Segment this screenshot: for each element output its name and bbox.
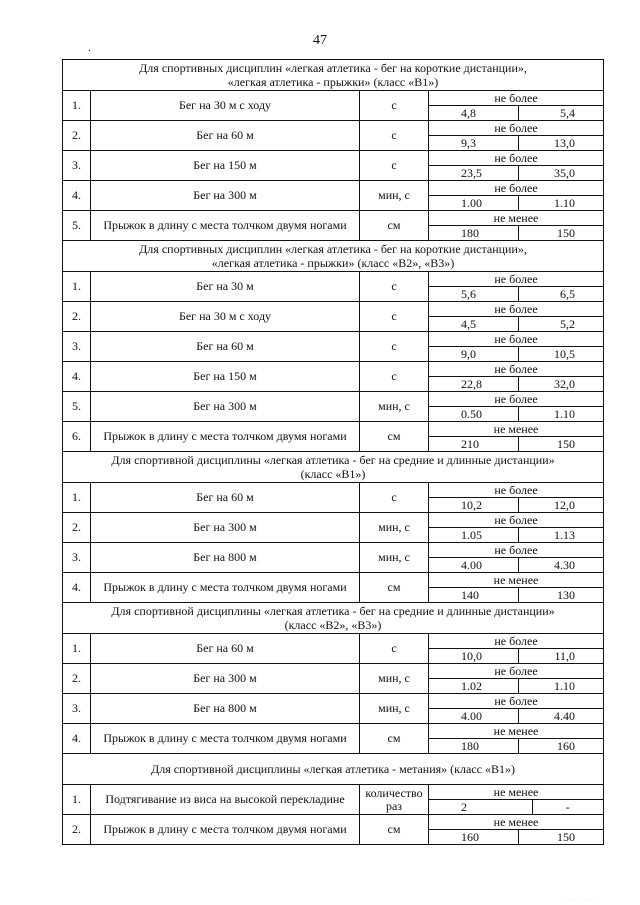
table-row (63, 785, 604, 815)
row-number: 2. (63, 664, 91, 694)
row-number: 5. (63, 392, 91, 422)
section-title-line: Для спортивной дисциплины «легкая атлетика - метания» (класс «В1») (151, 762, 515, 776)
row-number: 1. (63, 785, 91, 815)
value-first: 180 (429, 739, 519, 753)
row-number: 1. (63, 272, 91, 302)
limit-label: не более (429, 151, 603, 166)
value-second: 160 (557, 739, 576, 753)
limit-label: не более (429, 302, 603, 317)
norm-values-cell (429, 332, 604, 362)
norm-values-cell (429, 392, 604, 422)
norm-values-cell (429, 724, 604, 754)
table-row (63, 392, 604, 422)
norm-values-cell (429, 91, 604, 121)
unit-cell: мин, с (360, 513, 429, 543)
unit-cell: с (360, 91, 429, 121)
table-row (63, 724, 604, 754)
table-row (63, 815, 604, 845)
limit-label: не менее (429, 573, 603, 588)
row-number: 3. (63, 332, 91, 362)
norm-values (429, 166, 603, 180)
row-number: 4. (63, 181, 91, 211)
value-second: 4.40 (554, 709, 576, 723)
value-second: - (565, 800, 570, 814)
row-number: 3. (63, 543, 91, 573)
table-row (63, 513, 604, 543)
table-row (63, 302, 604, 332)
value-second: 150 (557, 830, 576, 844)
unit-cell: с (360, 272, 429, 302)
row-number: 3. (63, 151, 91, 181)
limit-label: не менее (429, 422, 603, 437)
row-number: 2. (63, 121, 91, 151)
section-title (63, 754, 604, 785)
norm-values (429, 106, 603, 120)
value-first: 180 (429, 226, 519, 240)
value-second: 12,0 (554, 498, 576, 512)
row-number: 4. (63, 573, 91, 603)
norm-values-cell (429, 362, 604, 392)
section-title-line: «легкая атлетика - прыжки» (класс «В2», «В3») (211, 256, 455, 270)
norm-values (429, 347, 603, 361)
limit-label: не более (429, 272, 603, 287)
unit-cell: количество раз (360, 785, 429, 815)
table-row (63, 151, 604, 181)
value-first: 1.05 (429, 528, 519, 542)
table-row (63, 121, 604, 151)
section-title-line: (класс «В2», «В3») (284, 618, 382, 632)
limit-label: не более (429, 362, 603, 377)
limit-label: не менее (429, 211, 603, 226)
unit-cell: мин, с (360, 543, 429, 573)
exercise-name: Бег на 300 м (91, 513, 360, 543)
exercise-name: Бег на 150 м (91, 151, 360, 181)
value-second: 1.10 (554, 407, 576, 421)
section-header (63, 60, 604, 91)
table-row (63, 272, 604, 302)
section-title (63, 60, 604, 91)
norm-values (429, 528, 603, 542)
section-title (63, 452, 604, 483)
norm-values (429, 287, 603, 301)
table-row (63, 211, 604, 241)
unit-cell: с (360, 483, 429, 513)
limit-label: не более (429, 543, 603, 558)
value-first: 23,5 (429, 166, 519, 180)
unit-cell: с (360, 302, 429, 332)
limit-label: не менее (429, 785, 603, 800)
norm-values (429, 830, 603, 844)
exercise-name: Прыжок в длину с места толчком двумя ногами (91, 211, 360, 241)
limit-label: не менее (429, 724, 603, 739)
exercise-name: Прыжок в длину с места толчком двумя ногами (91, 422, 360, 452)
table-row (63, 694, 604, 724)
norm-values (429, 739, 603, 753)
table-row (63, 332, 604, 362)
value-second: 6,5 (560, 287, 576, 301)
value-first: 2 (429, 800, 533, 814)
table-row (63, 91, 604, 121)
exercise-name: Бег на 60 м (91, 332, 360, 362)
exercise-name: Бег на 60 м (91, 634, 360, 664)
value-second: 5,4 (560, 106, 576, 120)
row-number: 5. (63, 211, 91, 241)
limit-label: не более (429, 664, 603, 679)
limit-label: не более (429, 513, 603, 528)
norm-values (429, 498, 603, 512)
norm-values (429, 679, 603, 693)
norm-values (429, 317, 603, 331)
section-header (63, 754, 604, 785)
limit-label: не более (429, 483, 603, 498)
value-second: 1.10 (554, 679, 576, 693)
value-first: 140 (429, 588, 519, 602)
standards-table (62, 59, 604, 845)
standards-table-body (63, 60, 604, 845)
norm-values-cell (429, 121, 604, 151)
row-number: 1. (63, 483, 91, 513)
value-first: 160 (429, 830, 519, 844)
row-number: 1. (63, 91, 91, 121)
limit-label: не более (429, 634, 603, 649)
limit-label: не более (429, 121, 603, 136)
exercise-name: Бег на 30 м (91, 272, 360, 302)
limit-label: не более (429, 181, 603, 196)
page-mark: . (88, 40, 91, 54)
norm-values (429, 136, 603, 150)
value-second: 35,0 (554, 166, 576, 180)
norm-values-cell (429, 664, 604, 694)
row-number: 1. (63, 634, 91, 664)
norm-values (429, 437, 603, 451)
norm-values-cell (429, 483, 604, 513)
exercise-name: Подтягивание из виса на высокой перекладине (91, 785, 360, 815)
value-second: 11,0 (554, 649, 576, 663)
norm-values-cell (429, 543, 604, 573)
unit-cell: с (360, 151, 429, 181)
value-first: 5,6 (429, 287, 519, 301)
footer-mark: · ·· ··· · (561, 897, 600, 903)
section-title (63, 241, 604, 272)
page-number: 47 (313, 33, 327, 48)
value-first: 0.50 (429, 407, 519, 421)
unit-cell: см (360, 724, 429, 754)
table-row (63, 483, 604, 513)
section-title-line: (класс «В1») (300, 467, 366, 481)
table-row (63, 664, 604, 694)
norm-values-cell (429, 151, 604, 181)
value-first: 10,2 (429, 498, 519, 512)
unit-cell: мин, с (360, 392, 429, 422)
value-second: 5,2 (560, 317, 576, 331)
norm-values (429, 377, 603, 391)
table-row (63, 573, 604, 603)
exercise-name: Бег на 150 м (91, 362, 360, 392)
norm-values (429, 588, 603, 602)
norm-values (429, 558, 603, 572)
unit-cell: с (360, 332, 429, 362)
value-second: 13,0 (554, 136, 576, 150)
norm-values-cell (429, 785, 604, 815)
value-first: 210 (429, 437, 519, 451)
norm-values-cell (429, 302, 604, 332)
value-second: 1.13 (554, 528, 576, 542)
norm-values (429, 709, 603, 723)
unit-cell: см (360, 422, 429, 452)
value-first: 9,3 (429, 136, 519, 150)
value-second: 10,5 (554, 347, 576, 361)
norm-values (429, 800, 603, 814)
exercise-name: Бег на 60 м (91, 121, 360, 151)
norm-values (429, 196, 603, 210)
exercise-name: Прыжок в длину с места толчком двумя ногами (91, 724, 360, 754)
value-first: 1.02 (429, 679, 519, 693)
value-second: 150 (557, 226, 576, 240)
unit-cell: мин, с (360, 664, 429, 694)
norm-values-cell (429, 573, 604, 603)
exercise-name: Прыжок в длину с места толчком двумя ногами (91, 573, 360, 603)
unit-cell: с (360, 634, 429, 664)
value-first: 4.00 (429, 558, 519, 572)
value-first: 1.00 (429, 196, 519, 210)
section-header (63, 241, 604, 272)
unit-cell: мин, с (360, 694, 429, 724)
norm-values-cell (429, 694, 604, 724)
limit-label: не более (429, 91, 603, 106)
exercise-name: Бег на 800 м (91, 543, 360, 573)
unit-cell: см (360, 815, 429, 845)
value-first: 4.00 (429, 709, 519, 723)
exercise-name: Бег на 300 м (91, 664, 360, 694)
section-title-line: Для спортивных дисциплин «легкая атлетика - бег на короткие дистанции», (139, 61, 527, 75)
exercise-name: Бег на 800 м (91, 694, 360, 724)
norm-values (429, 226, 603, 240)
exercise-name: Бег на 60 м (91, 483, 360, 513)
value-first: 9,0 (429, 347, 519, 361)
value-first: 10,0 (429, 649, 519, 663)
norm-values-cell (429, 211, 604, 241)
unit-cell: мин, с (360, 181, 429, 211)
exercise-name: Бег на 30 м с ходу (91, 91, 360, 121)
row-number: 4. (63, 724, 91, 754)
norm-values-cell (429, 513, 604, 543)
unit-cell: см (360, 573, 429, 603)
value-second: 150 (557, 437, 576, 451)
section-header (63, 603, 604, 634)
limit-label: не более (429, 332, 603, 347)
table-row (63, 362, 604, 392)
table-row (63, 422, 604, 452)
exercise-name: Бег на 300 м (91, 181, 360, 211)
row-number: 2. (63, 302, 91, 332)
table-row (63, 634, 604, 664)
row-number: 4. (63, 362, 91, 392)
row-number: 6. (63, 422, 91, 452)
section-title-line: Для спортивной дисциплины «легкая атлетика - бег на средние и длинные дистанции» (111, 453, 555, 467)
value-second: 32,0 (554, 377, 576, 391)
exercise-name: Бег на 300 м (91, 392, 360, 422)
unit-cell: с (360, 362, 429, 392)
norm-values-cell (429, 815, 604, 845)
section-title-line: Для спортивной дисциплины «легкая атлетика - бег на средние и длинные дистанции» (111, 604, 555, 618)
section-title-line: Для спортивных дисциплин «легкая атлетика - бег на короткие дистанции», (139, 242, 527, 256)
norm-values (429, 649, 603, 663)
value-second: 4.30 (554, 558, 576, 572)
unit-cell: см (360, 211, 429, 241)
value-first: 22,8 (429, 377, 519, 391)
value-first: 4,8 (429, 106, 519, 120)
value-second: 130 (557, 588, 576, 602)
row-number: 2. (63, 815, 91, 845)
table-row (63, 543, 604, 573)
row-number: 3. (63, 694, 91, 724)
limit-label: не менее (429, 815, 603, 830)
norm-values-cell (429, 422, 604, 452)
exercise-name: Прыжок в длину с места толчком двумя ногами (91, 815, 360, 845)
row-number: 2. (63, 513, 91, 543)
value-second: 1.10 (554, 196, 576, 210)
exercise-name: Бег на 30 м с ходу (91, 302, 360, 332)
norm-values-cell (429, 272, 604, 302)
unit-cell: с (360, 121, 429, 151)
section-header (63, 452, 604, 483)
section-title (63, 603, 604, 634)
value-first: 4,5 (429, 317, 519, 331)
section-title-line: «легкая атлетика - прыжки» (класс «В1») (227, 75, 439, 89)
table-row (63, 181, 604, 211)
norm-values-cell (429, 634, 604, 664)
limit-label: не более (429, 392, 603, 407)
norm-values (429, 407, 603, 421)
norm-values-cell (429, 181, 604, 211)
limit-label: не более (429, 694, 603, 709)
